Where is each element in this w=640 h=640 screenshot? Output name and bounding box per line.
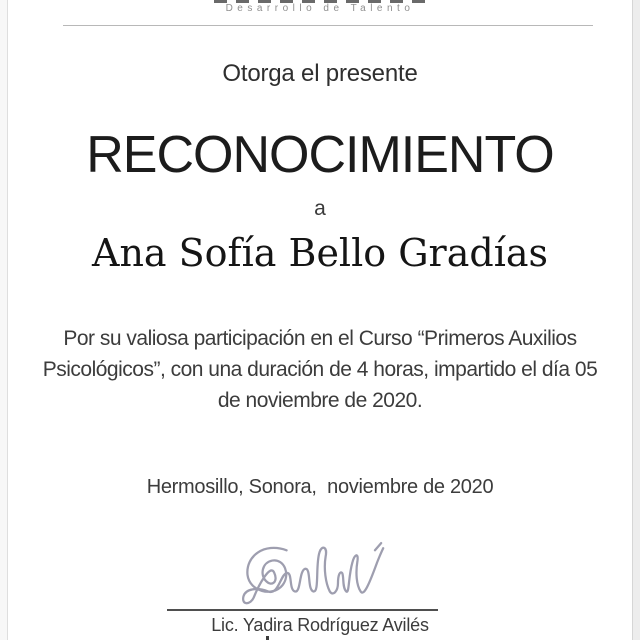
signature-stroke-main — [243, 548, 383, 604]
photo-edge-strip-right — [633, 0, 640, 640]
presents-text: Otorga el presente — [222, 60, 418, 87]
recipient-name: Ana Sofía Bello Gradías — [92, 231, 548, 275]
signature-line — [167, 609, 438, 611]
description-line-1: Por su valiosa participación en el Curso “Primeros Auxilios — [63, 327, 577, 350]
photo-edge-line-right — [632, 0, 633, 640]
description-paragraph — [10, 323, 630, 416]
photo-edge-strip-left — [0, 0, 7, 640]
logo-tagline: Desarrollo de Talento — [225, 3, 415, 14]
description-line-2: Psicológicos”, con una duración de 4 horas, impartido el día 05 — [42, 358, 598, 381]
header-divider — [63, 25, 593, 26]
signature-stroke-accent — [375, 543, 381, 550]
description-line-3: de noviembre de 2020. — [217, 389, 423, 412]
place-date-text: Hermosillo, Sonora, noviembre de 2020 — [146, 476, 494, 498]
signer-name: Lic. Yadira Rodríguez Avilés — [211, 615, 429, 635]
photo-edge-line-left — [7, 0, 8, 640]
signature-scribble — [233, 540, 408, 614]
cropped-text-fragment — [266, 636, 269, 640]
preposition-a: a — [314, 197, 326, 220]
certificate-title: RECONOCIMIENTO — [86, 126, 554, 184]
